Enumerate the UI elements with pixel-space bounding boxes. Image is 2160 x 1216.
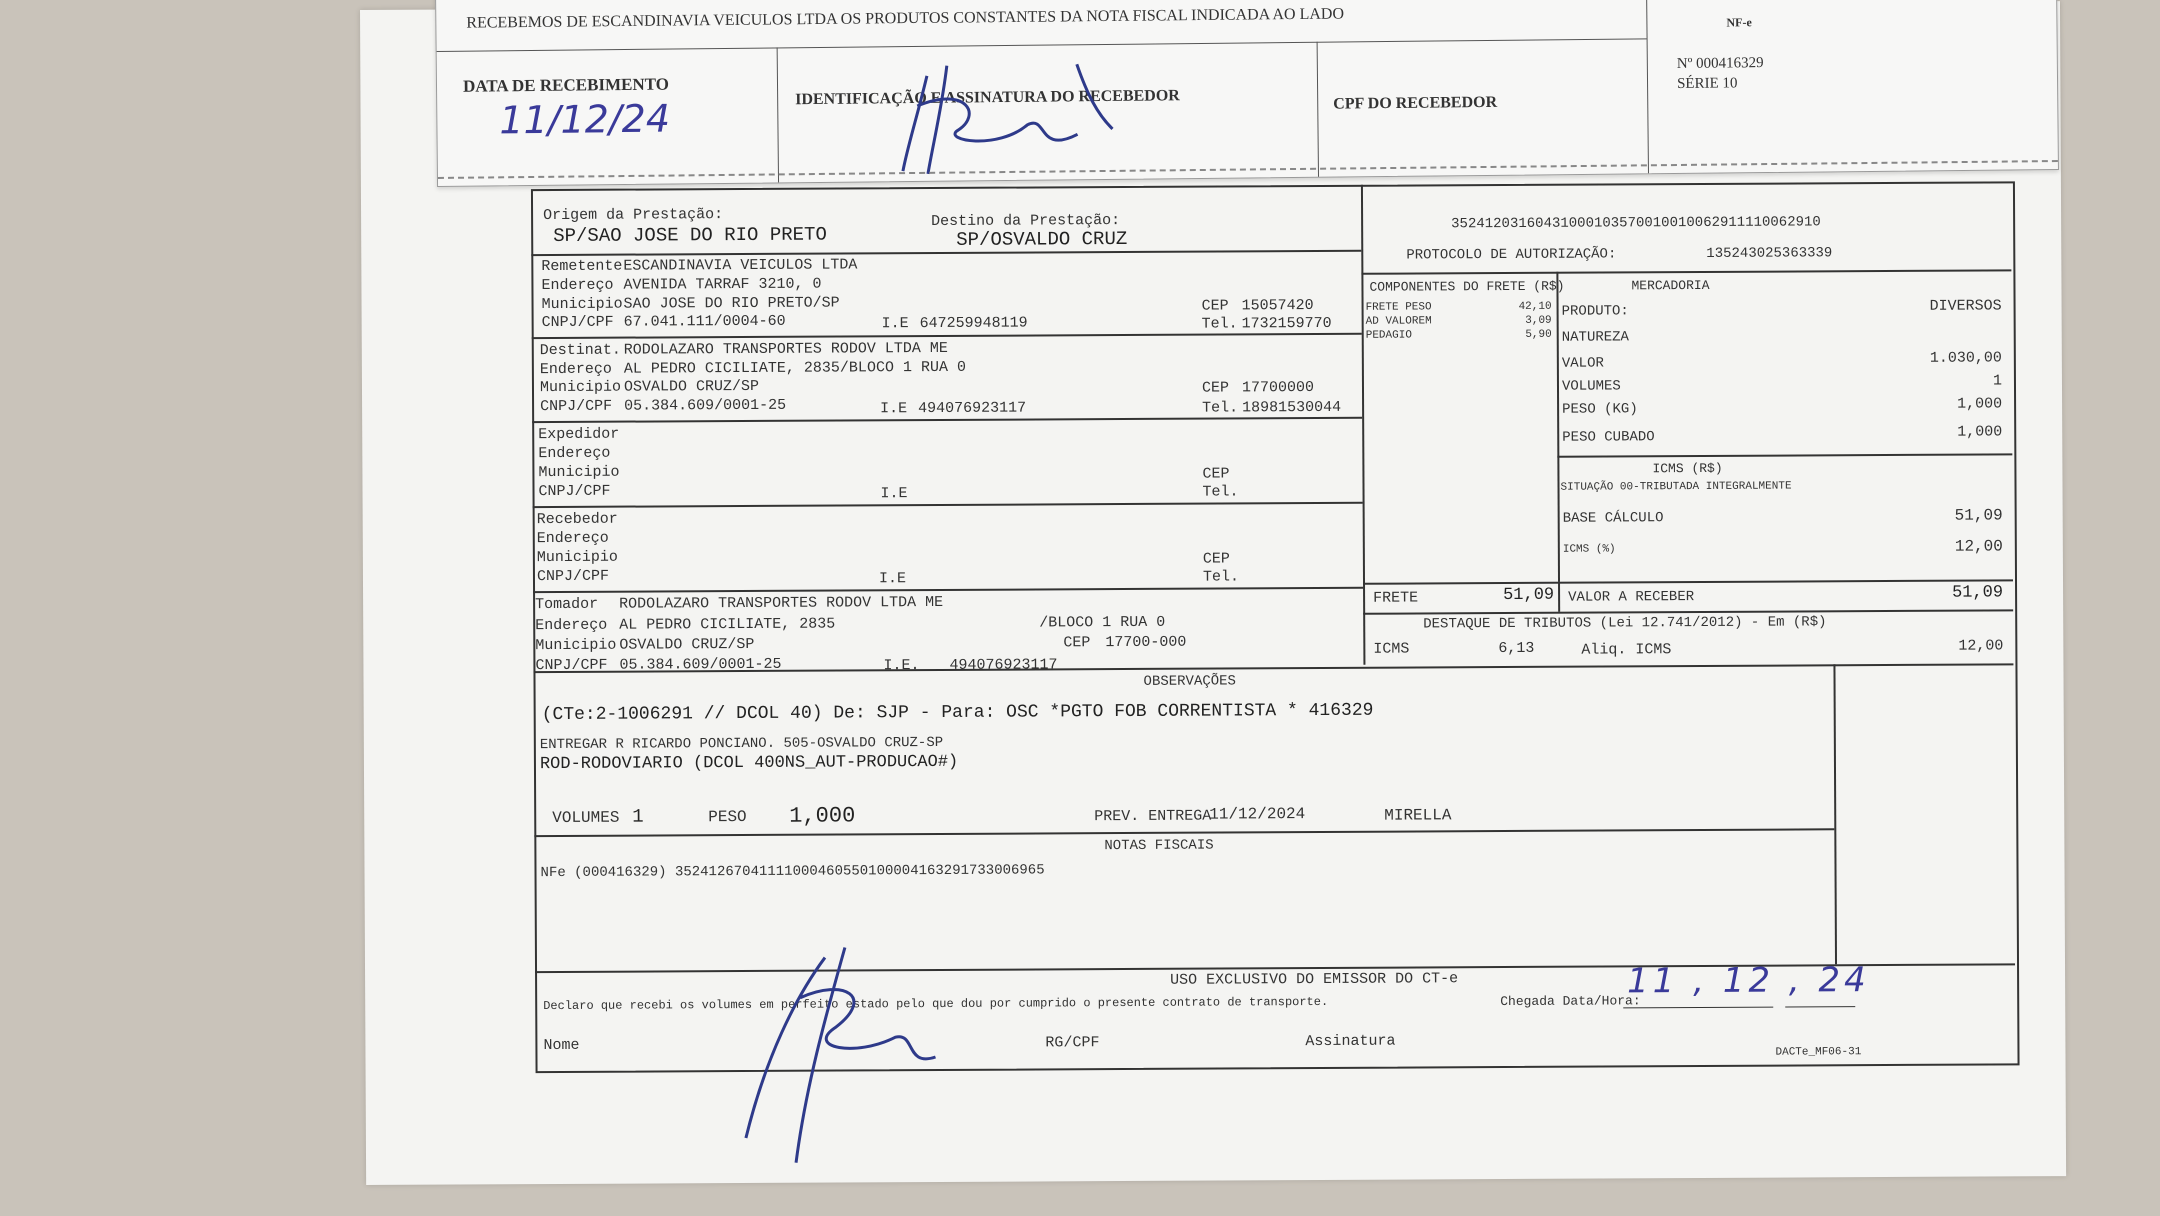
remetente-cnpj: 67.041.111/0004-60 [623, 312, 786, 331]
tomador-ie-label: I.E. [883, 657, 920, 675]
receipt-stub [435, 0, 2059, 187]
remetente-municipio: SAO JOSE DO RIO PRETO/SP [623, 294, 840, 313]
origem-label: Origem da Prestação: [543, 206, 724, 225]
remetente-endereco-label: Endereço [541, 276, 614, 295]
chegada-value: 11 , 12 , 24 [1626, 960, 1870, 1002]
volumes-label: VOLUMES [552, 808, 620, 828]
peso-value: 1,000 [789, 803, 856, 829]
stub-nfe-label: NF-e [1726, 15, 1752, 30]
form-code: DACTe_MF06-31 [1775, 1046, 1862, 1059]
componente-label: AD VALOREM [1365, 315, 1432, 328]
mercadoria-value: DIVERSOS [1929, 297, 2002, 315]
mercadoria-value: 1.030,00 [1929, 349, 2002, 367]
mercadoria-label: NATUREZA [1561, 329, 1629, 346]
remetente-tel: 1732159770 [1241, 314, 1332, 333]
expedidor-tel-label: Tel. [1202, 483, 1239, 501]
stub-nfe-number: Nº 000416329 [1676, 55, 1764, 72]
destinatario-cep: 17700000 [1241, 379, 1315, 397]
remetente-municipio-label: Municipio [541, 295, 623, 314]
frete-label: FRETE [1373, 589, 1419, 607]
nome-label: Nome [543, 1036, 580, 1055]
remetente-endereco: AVENIDA TARRAF 3210, 0 [623, 275, 822, 294]
recebedor-label: Recebedor [536, 510, 618, 529]
tomador-municipio: OSVALDO CRUZ/SP [619, 635, 755, 654]
chegada-label: Chegada Data/Hora: [1500, 993, 1641, 1010]
tomador-cep: 17700-000 [1105, 633, 1187, 652]
recebedor-endereco-label: Endereço [536, 529, 609, 548]
icms-base-value: 51,09 [1954, 506, 2003, 525]
componentes-title: COMPONENTES DO FRETE (R$) [1369, 278, 1565, 295]
componente-value: 5,90 [1525, 328, 1552, 341]
expedidor-label: Expedidor [538, 425, 620, 444]
tomador-cep-label: CEP [1063, 634, 1091, 652]
recebedor-cnpj-label: CNPJ/CPF [536, 567, 610, 586]
remetente-cep: 15057420 [1241, 297, 1314, 315]
destinatario-tel: 18981530044 [1242, 398, 1342, 417]
remetente-ie-label: I.E [881, 315, 909, 333]
icms-title: ICMS (R$) [1652, 460, 1723, 477]
componente-value: 3,09 [1525, 314, 1552, 327]
tomador-cnpj: 05.384.609/0001-25 [619, 655, 782, 674]
observacoes-line-1: (CTe:2-1006291 // DCOL 40) De: SJP - Para: OSC *PGTO FOB CORRENTISTA * 416329 [541, 700, 1374, 726]
recebedor-tel-label: Tel. [1202, 568, 1240, 586]
tributos-aliq-value: 12,00 [1958, 637, 2004, 655]
notas-line: NFe (000416329) 35241267041111000460550100004163291733006965 [540, 862, 1045, 882]
destinatario-endereco-label: Endereço [539, 360, 612, 379]
expedidor-ie-label: I.E [880, 485, 908, 503]
icms-situacao: SITUAÇÃO 00-TRIBUTADA INTEGRALMENTE [1560, 480, 1792, 494]
remetente-ie: 647259948119 [919, 314, 1028, 333]
signature-bottom [705, 937, 966, 1168]
destinatario-cnpj: 05.384.609/0001-25 [624, 396, 787, 415]
icms-rate-value: 12,00 [1954, 537, 2003, 556]
remetente-tel-label: Tel. [1201, 315, 1238, 333]
expedidor-cep-label: CEP [1202, 465, 1230, 483]
stub-ident-label: IDENTIFICAÇÃO E ASSINATURA DO RECEBEDOR [795, 87, 1180, 109]
notas-title: NOTAS FISCAIS [1104, 837, 1214, 855]
mercadoria-title: MERCADORIA [1631, 277, 1710, 294]
destinatario-endereco: AL PEDRO CICILIATE, 2835/BLOCO 1 RUA 0 [623, 358, 966, 378]
protocolo-label: PROTOCOLO DE AUTORIZAÇÃO: [1406, 246, 1617, 264]
declaro-text: Declaro que recebi os volumes em perfeito estado pelo que dou por cumprido o presente contrato de transporte. [543, 994, 1329, 1014]
remetente-cnpj-label: CNPJ/CPF [541, 313, 614, 332]
tributos-title: DESTAQUE DE TRIBUTOS (Lei 12.741/2012) - Em (R$) [1423, 614, 1827, 633]
destino-label: Destino da Prestação: [931, 212, 1121, 231]
protocolo-value: 135243025363339 [1706, 245, 1833, 262]
remetente-cep-label: CEP [1201, 297, 1229, 315]
observacoes-line-3: ROD-RODOVIARIO (DCOL 400NS_AUT-PRODUCAO#) [539, 752, 959, 775]
mercadoria-label: PESO CUBADO [1562, 429, 1655, 446]
stub-cpf-label: CPF DO RECEBEDOR [1333, 93, 1498, 113]
expedidor-endereco-label: Endereço [538, 444, 611, 463]
componente-label: PEDAGIO [1365, 329, 1412, 342]
expedidor-cnpj-label: CNPJ/CPF [538, 482, 611, 501]
signature-stub [887, 54, 1148, 177]
tomador-ie: 494076923117 [949, 656, 1058, 674]
componente-value: 42,10 [1518, 300, 1552, 313]
destinatario-cnpj-label: CNPJ/CPF [540, 397, 613, 416]
mercadoria-label: PRODUTO: [1561, 303, 1629, 320]
stub-received-text: RECEBEMOS DE ESCANDINAVIA VEICULOS LTDA OS PRODUTOS CONSTANTES DA NOTA FISCAL INDICADA AO LADO [466, 5, 1345, 32]
footer-title: USO EXCLUSIVO DO EMISSOR DO CT-e [1170, 970, 1459, 989]
mercadoria-value: 1,000 [1957, 395, 2003, 413]
prev-entrega-label: PREV. ENTREGA [1094, 807, 1212, 826]
remetente-label: Remetente [541, 257, 623, 276]
recebedor-cep-label: CEP [1202, 550, 1230, 568]
tributos-aliq-label: Aliq. ICMS [1581, 641, 1672, 659]
prev-entrega-value: 11/12/2024 [1209, 805, 1306, 824]
mercadoria-label: PESO (KG) [1562, 401, 1638, 418]
stub-serie: SÉRIE 10 [1676, 75, 1738, 92]
frete-value: 51,09 [1503, 585, 1555, 606]
volumes-value: 1 [632, 805, 644, 828]
mercadoria-label: VOLUMES [1561, 378, 1621, 395]
destinatario-ie: 494076923117 [918, 399, 1027, 418]
recebedor-ie-label: I.E [878, 570, 907, 588]
stub-date-value: 11/12/24 [499, 96, 671, 143]
icms-rate-label: ICMS (%) [1562, 543, 1616, 556]
destinatario-name: RODOLAZARO TRANSPORTES RODOV LTDA ME [623, 339, 948, 359]
mercadoria-label: VALOR [1561, 355, 1604, 372]
operador-name: MIRELLA [1384, 806, 1452, 825]
tributos-icms-label: ICMS [1373, 640, 1410, 658]
tomador-name: RODOLAZARO TRANSPORTES RODOV LTDA ME [619, 593, 944, 613]
peso-label: PESO [708, 807, 747, 827]
tomador-endereco: AL PEDRO CICILIATE, 2835 [619, 615, 836, 634]
observacoes-title: OBSERVAÇÕES [1143, 673, 1236, 690]
destinatario-ie-label: I.E [880, 400, 908, 418]
destinatario-cep-label: CEP [1201, 379, 1230, 397]
expedidor-municipio-label: Municipio [538, 463, 620, 482]
stub-date-label: DATA DE RECEBIMENTO [462, 74, 670, 96]
chave-acesso: 35241203160431000103570010010062911110062910 [1451, 214, 1821, 233]
icms-base-label: BASE CÁLCULO [1562, 510, 1664, 527]
destinatario-municipio-label: Municipio [539, 378, 622, 397]
destino-value: SP/OSVALDO CRUZ [956, 227, 1128, 251]
tributos-icms-value: 6,13 [1498, 639, 1535, 658]
destinatario-municipio: OSVALDO CRUZ/SP [623, 377, 760, 396]
valor-receber-label: VALOR A RECEBER [1568, 589, 1695, 606]
recebedor-municipio-label: Municipio [536, 548, 618, 567]
remetente-name: ESCANDINAVIA VEICULOS LTDA [623, 256, 858, 275]
tomador-municipio-label: Municipio [535, 636, 617, 655]
destinatario-label: Destinat. [539, 341, 621, 360]
tomador-label: Tomador [535, 595, 599, 614]
destinatario-tel-label: Tel. [1202, 399, 1239, 417]
tomador-cnpj-label: CNPJ/CPF [535, 656, 608, 675]
tomador-endereco-2: /BLOCO 1 RUA 0 [1039, 613, 1166, 632]
mercadoria-value: 1 [1992, 372, 2003, 390]
rg-cpf-label: RG/CPF [1045, 1034, 1100, 1052]
valor-receber-value: 51,09 [1952, 583, 2004, 603]
observacoes-line-2: ENTREGAR R RICARDO PONCIANO. 505-OSVALDO CRUZ-SP [539, 734, 944, 754]
componente-label: FRETE PESO [1365, 301, 1432, 314]
assinatura-label: Assinatura [1305, 1032, 1396, 1051]
origem-value: SP/SAO JOSE DO RIO PRETO [553, 223, 827, 247]
mercadoria-value: 1,000 [1957, 423, 2003, 441]
tomador-endereco-label: Endereço [535, 616, 608, 635]
